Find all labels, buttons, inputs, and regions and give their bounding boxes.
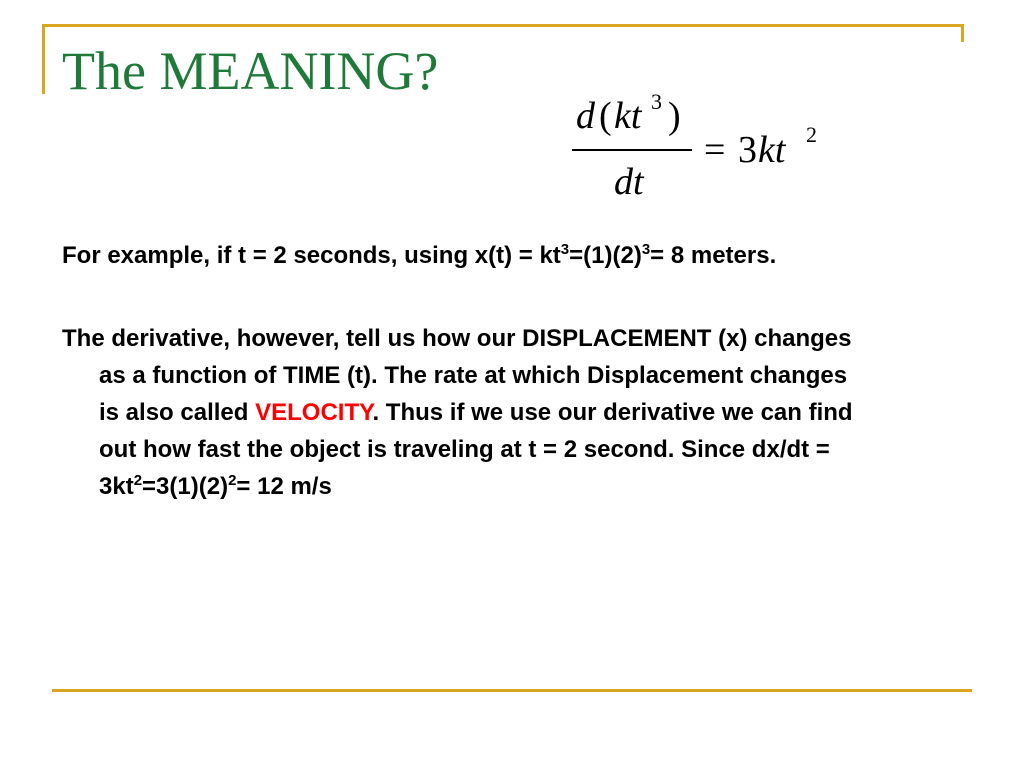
formula-svg: [562, 86, 832, 216]
result-exponent: 2: [806, 122, 817, 147]
example-superscript-a: 3: [560, 241, 570, 258]
result-coefficient: 3: [738, 129, 757, 171]
top-border-line: [42, 24, 964, 27]
result-kt: kt: [758, 129, 786, 171]
denominator: dt: [614, 161, 644, 203]
right-border-tick: [961, 24, 964, 42]
numerator-kt: kt: [614, 95, 642, 137]
derivative-text-a: The derivative, however, tell us how our DISPLACEMENT (x) changes as a function of TIME (t). The rate at which Displacement changes is also called: [62, 325, 852, 426]
derivative-text-b: . Thus if we use our derivative we can find out how fast the object is traveling at t = 2 second. Since dx/dt = 3kt: [99, 399, 853, 500]
numerator-d: d: [576, 95, 595, 137]
derivative-text-d: = 12 m/s: [236, 473, 332, 500]
derivative-superscript-b: 2: [228, 472, 237, 489]
numerator-exponent: 3: [651, 89, 662, 114]
velocity-highlight: VELOCITY: [255, 399, 373, 426]
numerator-open-paren: (: [599, 95, 612, 137]
derivative-formula: [562, 86, 832, 216]
equals-sign: =: [704, 129, 726, 171]
derivative-paragraph: [62, 320, 862, 505]
derivative-superscript-a: 2: [133, 472, 143, 489]
derivative-text-c: =3(1)(2): [142, 473, 229, 500]
slide-body: [62, 237, 862, 551]
example-paragraph: [62, 237, 862, 274]
numerator-close-paren: ): [668, 95, 681, 137]
bottom-border-line: [52, 689, 972, 692]
example-text-a: For example, if t = 2 seconds, using x(t) = kt: [62, 242, 561, 269]
example-text-c: = 8 meters.: [650, 242, 777, 269]
example-text-b: =(1)(2): [569, 242, 642, 269]
slide-title: The MEANING?: [62, 41, 439, 101]
example-superscript-b: 3: [641, 241, 651, 258]
title-accent-bar: [42, 24, 45, 94]
